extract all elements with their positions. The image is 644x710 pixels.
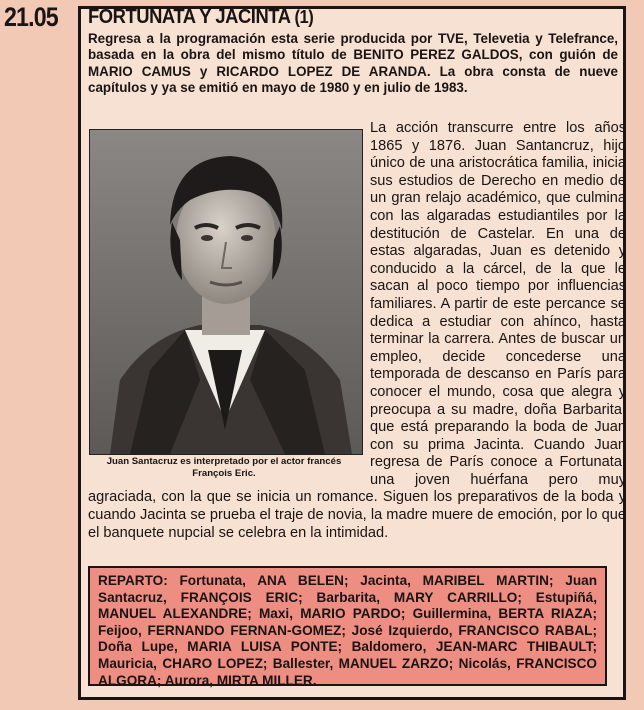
program-title-text: FORTUNATA Y JACINTA	[88, 6, 290, 28]
program-title	[88, 6, 313, 29]
episode-number: (1)	[294, 7, 314, 27]
cast-box	[88, 566, 607, 686]
actor-portrait-image	[90, 130, 362, 454]
photo-caption: Juan Santacruz es interpretado por el actor francés François Eric.	[106, 456, 342, 479]
program-synopsis: La acción transcurre entre los años 1865 y 1876. Juan Santancruz, hijo único de una aristocrática familia, inicia sus estudios de Derecho en medio de un gran relajo académico, que culmina con las algaradas estudiantiles por la destitución de Castelar. En una de estas algaradas, Juan es detenido y conducido a la cárcel, de la que le sacan al poco tiempo por influencias familiares. A partir de este percance se dedica a estudiar con ahínco, hasta terminar la carrera. Antes de buscar un empleo, decide concederse una temporada de descanso en París para conocer el mundo, cosa que alegra y preocupa a su madre, doña Barbarita, que está preparando la boda de Juan con su prima Jacinta. Cuando Juan regresa de París conoce a Fortunata, una joven huérfana pero muy agraciada, con la que se inicia un romance. Siguen los preparativos de la boda y cuando Jacinta se prueba el traje de novia, la madre muere de emoción, por lo que el banquete nupcial se celebra en la intimidad.	[88, 120, 626, 541]
broadcast-time: 21.05	[4, 2, 58, 32]
cast-list: REPARTO: Fortunata, ANA BELEN; Jacinta, MARIBEL MARTIN; Juan Santacruz, FRANÇOIS ERIC; Barbarita, MARY CARRILLO; Estupiñá, MANUEL ALEXANDRE; Maxi, MARIO PARDO; Guillermina, BERTA RIAZA; Feijoo, FERNANDO FERNAN-GOMEZ; José Izquierdo, FRANCISCO RABAL; Doña Lupe, MARIA LUISA PONTE; Baldomero, JEAN-MARC THIBAULT; Mauricia, CHARO LOPEZ; Ballester, MANUEL ZARZO; Nicolás, FRANCISCO ALGORA; Aurora, MIRTA MILLER.	[98, 573, 597, 688]
actor-photo	[89, 129, 363, 455]
program-intro: Regresa a la programación esta serie producida por TVE, Televetia y Telefrance, basada en la obra del mismo título de BENITO PEREZ GALDOS, con guión de MARIO CAMUS y RICARDO LOPEZ DE ARANDA. La obra consta de nueve capítulos y ya se emitió en mayo de 1980 y en julio de 1983.	[88, 31, 618, 96]
